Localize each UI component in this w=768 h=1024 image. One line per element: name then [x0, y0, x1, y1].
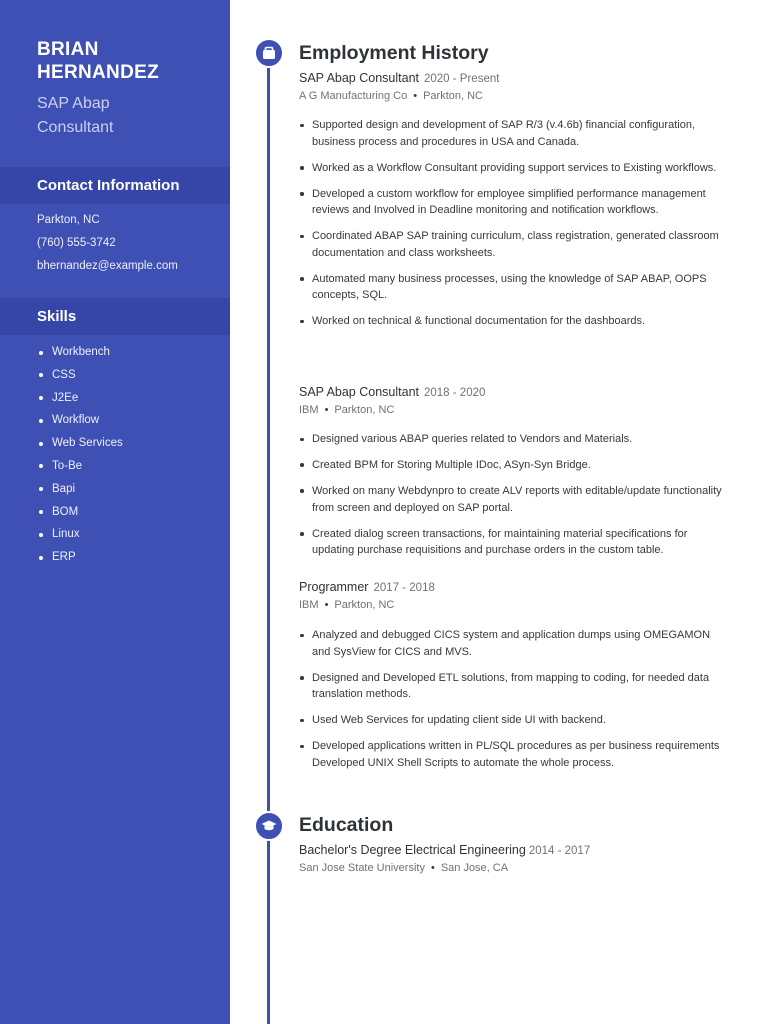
education-school: [299, 862, 508, 874]
separator-dot: •: [413, 90, 418, 102]
employment-heading: Employment History: [299, 42, 489, 64]
skills-heading: Skills: [0, 298, 230, 335]
bullet-item: Coordinated ABAP SAP training curriculum, class registration, generated classroom documentation and class worksheets.: [299, 228, 729, 261]
sidebar: [0, 0, 230, 1024]
skill-item: Workbench: [37, 341, 123, 364]
candidate-title: [37, 92, 114, 140]
separator-dot: •: [324, 404, 329, 416]
bullet-item: Designed and Developed ETL solutions, from mapping to coding, for needed data translation methods.: [299, 670, 729, 703]
job-employer: [299, 404, 394, 416]
bullet-item: Designed various ABAP queries related to Vendors and Materials.: [299, 431, 729, 448]
school-location: San Jose, CA: [440, 862, 509, 874]
job-position: SAP Abap Consultant: [299, 71, 419, 85]
job-company: IBM: [299, 599, 319, 611]
job-dates: 2020 - Present: [424, 73, 500, 85]
contact-heading: Contact Information: [0, 167, 230, 204]
job-employer: [299, 599, 394, 611]
skill-item: BOM: [37, 501, 123, 524]
job-dates: 2017 - 2018: [373, 582, 435, 594]
job-bullets: [299, 627, 729, 781]
education-dates: 2014 - 2017: [528, 845, 591, 857]
skill-item: To-Be: [37, 455, 123, 478]
job-title: [299, 580, 435, 594]
bullet-item: Worked as a Workflow Consultant providing support services to Existing workflows.: [299, 160, 729, 177]
skill-item: Web Services: [37, 432, 123, 455]
bullet-item: Created BPM for Storing Multiple IDoc, ASyn-Syn Bridge.: [299, 457, 729, 474]
bullet-item: Created dialog screen transactions, for maintaining material specifications for updating purchase requisitions and purchase orders in the custom table.: [299, 526, 729, 559]
name-last: HERNANDEZ: [37, 62, 159, 83]
school-name: San Jose State University: [299, 862, 425, 874]
job-position: SAP Abap Consultant: [299, 385, 419, 399]
bullet-item: Developed applications written in PL/SQL procedures as per business requirements Developed UNIX Shell Scripts to automate the whole process.: [299, 738, 729, 771]
title-line-1: SAP Abap: [37, 95, 110, 112]
separator-dot: •: [324, 599, 329, 611]
skill-item: CSS: [37, 364, 123, 387]
job-company: IBM: [299, 404, 319, 416]
degree-title: [299, 843, 590, 857]
skill-item: Linux: [37, 523, 123, 546]
education-heading: Education: [299, 814, 394, 836]
bullet-item: Worked on many Webdynpro to create ALV reports with editable/update functionality from screen and deployed on SAP portal.: [299, 483, 729, 516]
job-dates: 2018 - 2020: [424, 387, 486, 399]
bullet-item: Supported design and development of SAP R/3 (v.4.6b) financial configuration, business process and procedures in USA and Canada.: [299, 117, 729, 150]
job-title: [299, 385, 485, 399]
job-company: A G Manufacturing Co: [299, 90, 408, 102]
job-employer: [299, 90, 483, 102]
title-line-2: Consultant: [37, 119, 114, 136]
bullet-item: Worked on technical & functional documentation for the dashboards.: [299, 313, 729, 330]
job-position: Programmer: [299, 580, 369, 594]
contact-location: Parkton, NC: [37, 214, 100, 226]
bullet-item: Developed a custom workflow for employee simplified performance management reviews and Involved in Deadline monitoring and notification workflows.: [299, 186, 729, 219]
skill-item: J2Ee: [37, 387, 123, 410]
skill-item: Bapi: [37, 478, 123, 501]
briefcase-icon: [254, 38, 284, 68]
job-location: Parkton, NC: [334, 599, 395, 611]
skill-item: ERP: [37, 546, 123, 569]
name-first: BRIAN: [37, 39, 99, 60]
bullet-item: Automated many business processes, using the knowledge of SAP ABAP, OOPS concepts, SQL.: [299, 271, 729, 304]
job-bullets: [299, 431, 729, 568]
contact-phone: (760) 555-3742: [37, 237, 116, 249]
skills-list: [37, 341, 123, 569]
degree-name: Bachelor's Degree Electrical Engineering: [299, 843, 526, 857]
bullet-item: Used Web Services for updating client side UI with backend.: [299, 712, 729, 729]
separator-dot: •: [430, 862, 435, 874]
candidate-name: [37, 38, 159, 84]
timeline-line: [267, 56, 270, 1024]
job-title: [299, 71, 499, 85]
job-location: Parkton, NC: [334, 404, 395, 416]
job-location: Parkton, NC: [423, 90, 484, 102]
contact-email: bhernandez@example.com: [37, 260, 178, 272]
skill-item: Workflow: [37, 409, 123, 432]
bullet-item: Analyzed and debugged CICS system and application dumps using OMEGAMON and SysView for CICS and MVS.: [299, 627, 729, 660]
job-bullets: [299, 117, 729, 339]
graduation-cap-icon: [254, 811, 284, 841]
